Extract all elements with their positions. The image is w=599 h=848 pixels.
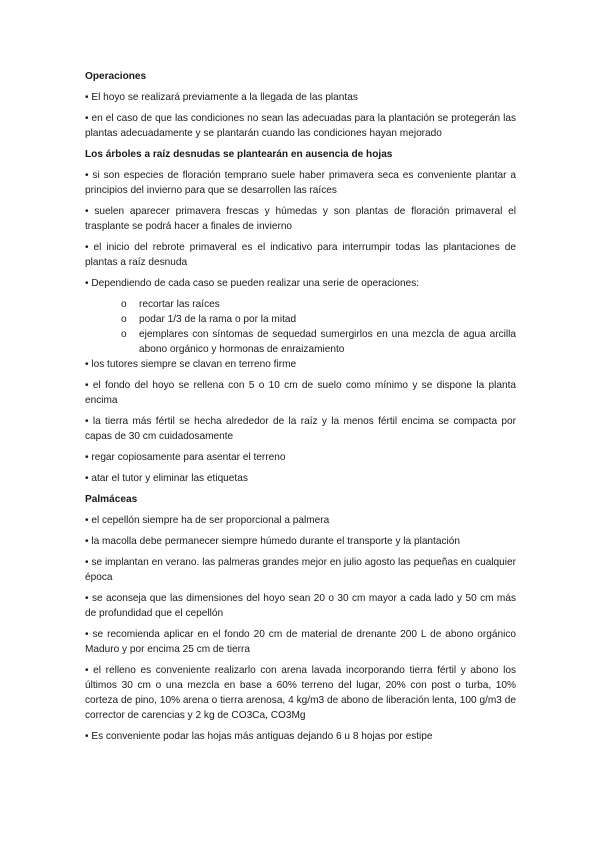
paragraph: • en el caso de que las condiciones no sean las adecuadas para la plantación se protegerán las plantas adecuadamente y se plantarán cuando las condiciones hayan mejorado: [85, 111, 516, 141]
paragraph: • se aconseja que las dimensiones del hoyo sean 20 o 30 cm mayor a cada lado y 50 cm más de profundidad que el cepellón: [85, 591, 516, 621]
sublist-item-text: ejemplares con síntomas de sequedad sumergirlos en una mezcla de agua arcilla abono orgánico y hormonas de enraizamiento: [139, 329, 516, 355]
operations-sublist: [85, 297, 516, 357]
sublist-item: [85, 297, 516, 312]
paragraph: • el relleno es conveniente realizarlo con arena lavada incorporando tierra fértil y abono los últimos 30 cm o una mezcla en base a 60% terreno del lugar, 20% con post o turba, 10% corteza de pino, 10% arena o tierra arenosa, 4 kg/m3 de abono de liberación lenta, 100 g/m3 de corrector de carencias y 2 kg de CO3Ca, CO3Mg: [85, 663, 516, 723]
sublist-item-text: recortar las raíces: [139, 299, 220, 310]
paragraph: • si son especies de floración temprano suele haber primavera seca es conveniente plantar a principios del invierno para que se desarrollen las raíces: [85, 168, 516, 198]
paragraph: • el fondo del hoyo se rellena con 5 o 10 cm de suelo como mínimo y se dispone la planta encima: [85, 378, 516, 408]
paragraph: • suelen aparecer primavera frescas y húmedas y son plantas de floración primaveral el trasplante se podrá hacer a finales de invierno: [85, 204, 516, 234]
paragraph: • la macolla debe permanecer siempre húmedo durante el transporte y la plantación: [85, 534, 516, 549]
paragraph: • Dependiendo de cada caso se pueden realizar una serie de operaciones:: [85, 276, 516, 291]
sublist-item-text: podar 1/3 de la rama o por la mitad: [139, 314, 297, 325]
sublist-item: [85, 312, 516, 327]
paragraph: • la tierra más fértil se hecha alrededor de la raíz y la menos fértil encima se compacta por capas de 30 cm cuidadosamente: [85, 414, 516, 444]
paragraph: • se recomienda aplicar en el fondo 20 cm de material de drenante 200 L de abono orgánico Maduro y por encima 25 cm de tierra: [85, 627, 516, 657]
paragraph: • regar copiosamente para asentar el terreno: [85, 450, 516, 465]
document-body: [85, 69, 516, 750]
heading-operaciones: Operaciones: [85, 71, 147, 82]
sublist-marker: o: [121, 299, 127, 310]
heading-palmaceas: Palmáceas: [85, 494, 138, 505]
paragraph: • los tutores siempre se clavan en terreno firme: [85, 357, 516, 372]
sublist-marker: o: [121, 329, 127, 340]
heading-raiz-desnuda: Los árboles a raíz desnudas se plantearán en ausencia de hojas: [85, 149, 393, 160]
paragraph: • Es conveniente podar las hojas más antiguas dejando 6 u 8 hojas por estipe: [85, 729, 516, 744]
paragraph: • el inicio del rebrote primaveral es el indicativo para interrumpir todas las plantaciones de plantas a raíz desnuda: [85, 240, 516, 270]
sublist-item: [85, 327, 516, 357]
paragraph: • se implantan en verano. las palmeras grandes mejor en julio agosto las pequeñas en cualquier época: [85, 555, 516, 585]
sublist-marker: o: [121, 314, 127, 325]
paragraph: • atar el tutor y eliminar las etiquetas: [85, 471, 516, 486]
paragraph: • el cepellón siempre ha de ser proporcional a palmera: [85, 513, 516, 528]
paragraph: • El hoyo se realizará previamente a la llegada de las plantas: [85, 90, 516, 105]
